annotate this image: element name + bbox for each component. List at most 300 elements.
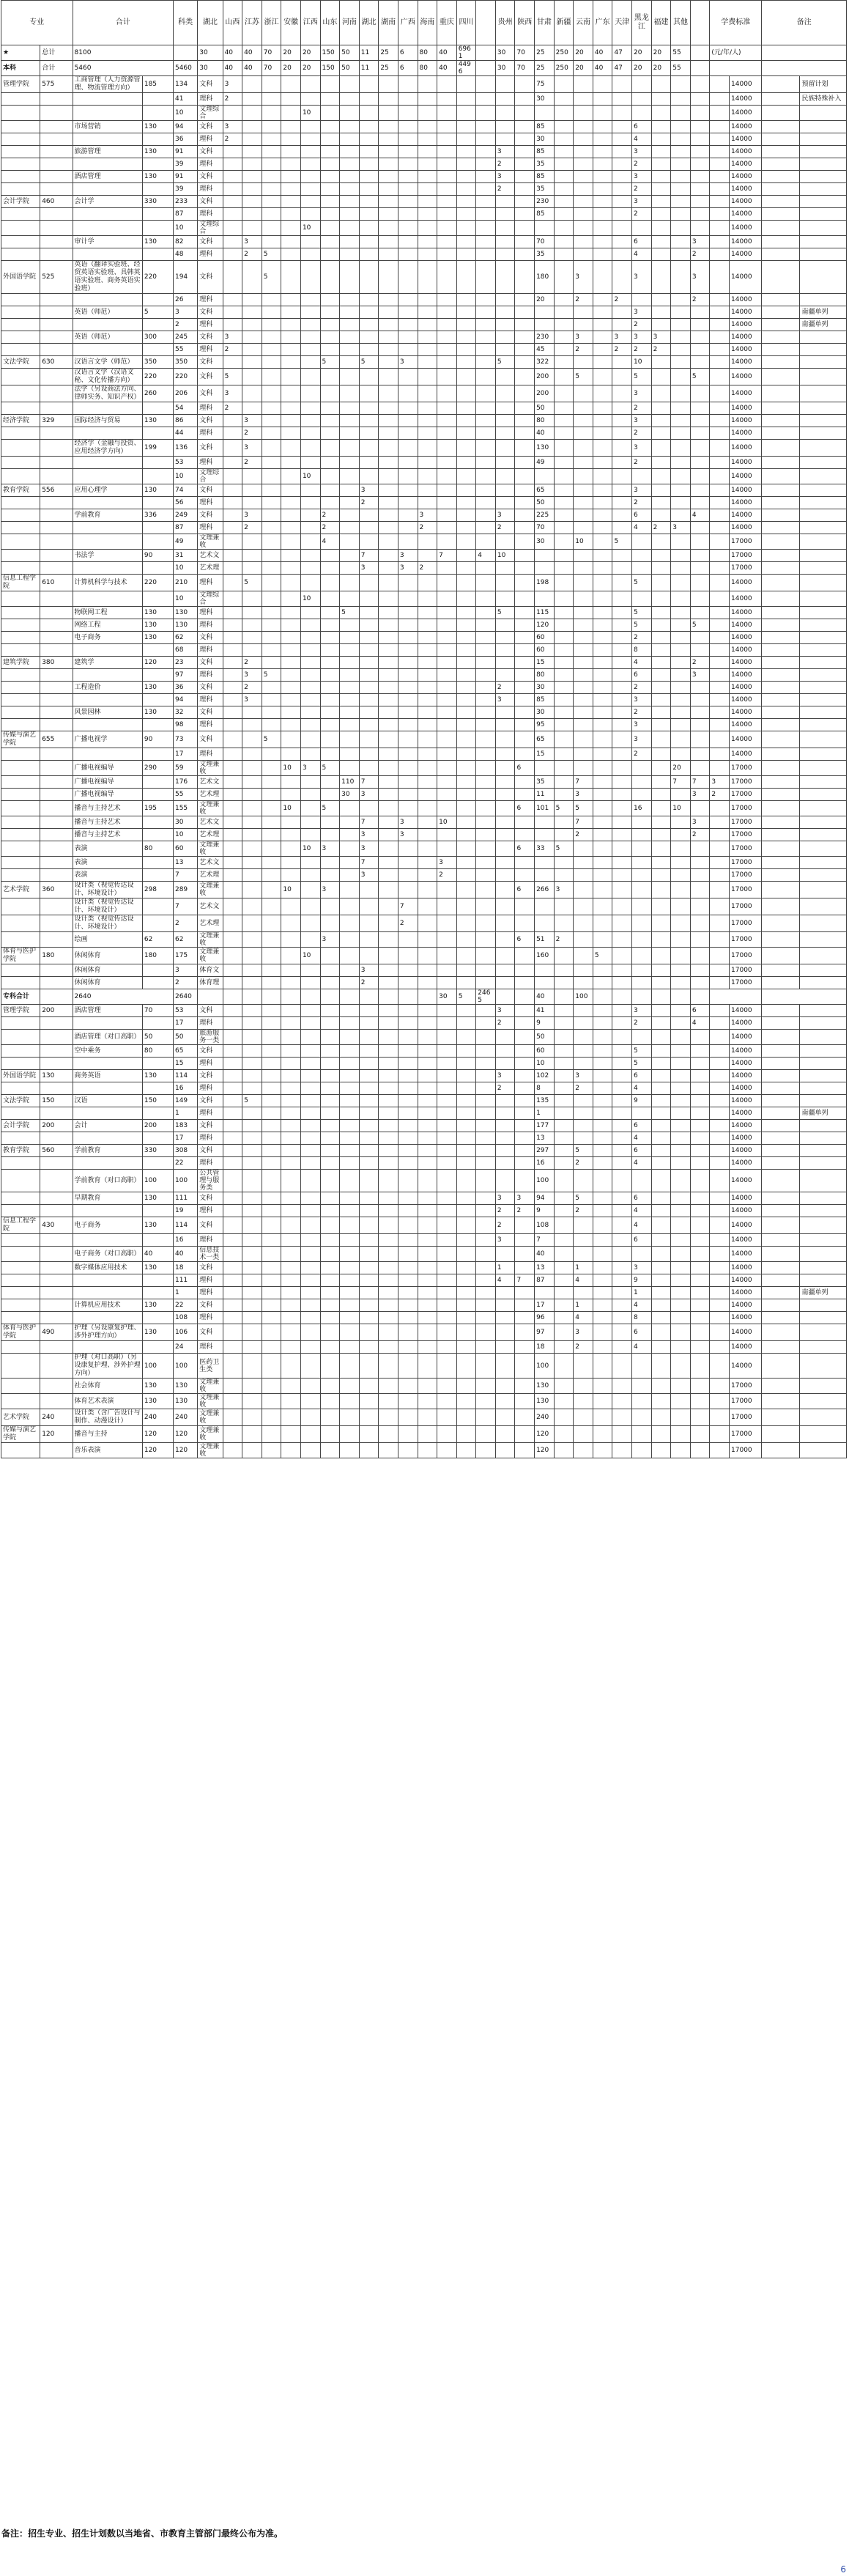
province-quota <box>223 731 242 748</box>
province-quota <box>476 829 496 841</box>
note-cell <box>800 236 847 248</box>
province-quota <box>223 1030 242 1045</box>
summary-quota: 6 <box>398 45 418 61</box>
province-quota <box>437 484 457 497</box>
province-quota <box>300 657 320 669</box>
province-quota <box>418 1107 437 1120</box>
province-quota <box>535 964 555 977</box>
track-cell: 文科 <box>198 306 223 319</box>
header-province: 山东 <box>320 1 340 45</box>
summary-quota <box>242 989 262 1005</box>
tuition-cell: 14000 <box>730 469 762 484</box>
major-cell: 播音与主持艺术 <box>73 801 142 816</box>
note-cell <box>800 484 847 497</box>
tuition-cell: 14000 <box>730 1132 762 1145</box>
undergrad-row <box>1 294 847 306</box>
province-quota <box>476 319 496 331</box>
province-quota <box>456 196 476 208</box>
province-quota <box>612 196 632 208</box>
junior-college-row <box>1 1045 847 1058</box>
province-quota <box>359 575 379 591</box>
province-quota <box>671 534 691 550</box>
province-quota <box>456 1205 476 1217</box>
province-quota <box>262 761 281 776</box>
province-quota <box>262 801 281 816</box>
province-quota <box>456 1045 476 1058</box>
tuition-cell: 14000 <box>730 607 762 619</box>
province-quota <box>710 644 730 657</box>
province-quota <box>456 76 476 93</box>
province-quota: 4 <box>632 1217 652 1234</box>
province-quota <box>340 171 360 183</box>
province-quota <box>437 1045 457 1058</box>
province-quota <box>437 221 457 236</box>
tuition-cell: 14000 <box>730 1107 762 1120</box>
summary-quota: 47 <box>612 61 632 76</box>
province-quota <box>554 221 574 236</box>
major-cell <box>73 1274 142 1287</box>
college-count <box>40 1170 73 1192</box>
track-cell: 文理兼收 <box>198 1379 223 1394</box>
summary-quota <box>281 989 301 1005</box>
subtotal-cell: 2 <box>173 319 197 331</box>
track-cell: 理科 <box>198 93 223 106</box>
province-quota <box>340 706 360 719</box>
province-quota <box>223 236 242 248</box>
province-quota: 2 <box>632 632 652 644</box>
province-quota <box>593 331 612 344</box>
blank-cell <box>762 1082 800 1095</box>
province-quota: 60 <box>535 1045 555 1058</box>
province-quota <box>398 1287 418 1299</box>
province-quota <box>418 1379 437 1394</box>
province-quota <box>379 1379 398 1394</box>
province-quota <box>320 977 340 989</box>
province-quota <box>651 294 671 306</box>
province-quota <box>495 1312 515 1324</box>
tuition-cell: 14000 <box>730 1005 762 1017</box>
province-quota <box>554 294 574 306</box>
province-quota <box>495 93 515 106</box>
province-quota <box>262 522 281 534</box>
province-quota <box>671 1443 691 1458</box>
province-quota <box>262 1170 281 1192</box>
province-quota <box>437 748 457 761</box>
province-quota <box>418 415 437 427</box>
province-quota <box>495 669 515 682</box>
province-quota <box>379 776 398 789</box>
undergrad-row <box>1 440 847 457</box>
province-quota <box>593 644 612 657</box>
province-quota <box>379 882 398 898</box>
province-quota: 7 <box>359 776 379 789</box>
province-quota <box>437 294 457 306</box>
province-quota <box>300 427 320 440</box>
province-quota: 2 <box>495 1205 515 1217</box>
province-quota <box>515 898 535 915</box>
province-quota <box>437 427 457 440</box>
junior-college-row <box>1 1379 847 1394</box>
province-quota <box>651 816 671 829</box>
province-quota <box>476 761 496 776</box>
province-quota <box>398 776 418 789</box>
blank-cell <box>762 402 800 415</box>
province-quota <box>612 857 632 869</box>
note-cell <box>800 731 847 748</box>
province-quota <box>671 1005 691 1017</box>
province-quota <box>554 977 574 989</box>
track-cell: 文科 <box>198 632 223 644</box>
province-quota <box>437 1030 457 1045</box>
blank-cell <box>762 1058 800 1070</box>
province-quota <box>437 331 457 344</box>
province-quota <box>262 158 281 171</box>
subtotal-cell: 120 <box>173 1443 197 1458</box>
province-quota: 2 <box>632 427 652 440</box>
province-quota <box>418 619 437 632</box>
province-quota <box>340 1157 360 1170</box>
province-quota <box>223 607 242 619</box>
college-cell: 文法学院 <box>1 1095 40 1107</box>
province-quota <box>476 1070 496 1082</box>
province-quota <box>515 1312 535 1324</box>
province-quota <box>379 133 398 146</box>
blank-cell <box>762 898 800 915</box>
province-quota <box>554 761 574 776</box>
province-quota <box>574 146 593 158</box>
province-quota <box>418 106 437 121</box>
province-quota: 5 <box>632 619 652 632</box>
blank-cell <box>762 1095 800 1107</box>
province-quota <box>710 171 730 183</box>
province-quota: 5 <box>495 607 515 619</box>
province-quota <box>262 440 281 457</box>
province-quota <box>515 948 535 964</box>
major-count: 350 <box>142 356 173 369</box>
undergrad-row <box>1 76 847 93</box>
province-quota <box>495 1132 515 1145</box>
province-quota: 3 <box>574 1324 593 1341</box>
province-quota: 10 <box>300 469 320 484</box>
blank-cell <box>762 562 800 575</box>
province-quota <box>456 1443 476 1458</box>
province-quota <box>574 575 593 591</box>
major-count <box>142 898 173 915</box>
note-cell <box>800 829 847 841</box>
note-cell <box>800 1045 847 1058</box>
track-cell: 理科 <box>198 669 223 682</box>
province-quota <box>515 1234 535 1247</box>
province-quota: 87 <box>535 1274 555 1287</box>
province-quota: 6 <box>632 1145 652 1157</box>
province-quota <box>340 440 360 457</box>
junior-college-row <box>1 1299 847 1312</box>
province-quota <box>262 1005 281 1017</box>
province-quota <box>398 964 418 977</box>
college-cell: 体育与医护学院 <box>1 948 40 964</box>
note-cell <box>800 562 847 575</box>
province-quota <box>320 748 340 761</box>
province-quota <box>612 484 632 497</box>
province-quota <box>690 522 710 534</box>
province-quota <box>281 591 301 607</box>
summary-quota: 80 <box>418 61 437 76</box>
province-quota <box>456 1082 476 1095</box>
province-quota <box>262 1058 281 1070</box>
province-quota <box>379 415 398 427</box>
province-quota <box>242 196 262 208</box>
province-quota <box>612 1082 632 1095</box>
province-quota <box>456 319 476 331</box>
note-cell <box>800 522 847 534</box>
province-quota <box>456 484 476 497</box>
province-quota <box>574 977 593 989</box>
province-quota <box>437 644 457 657</box>
province-quota <box>651 440 671 457</box>
major-cell: 经济学（金融与投资、应用经济学方向） <box>73 440 142 457</box>
province-quota <box>437 534 457 550</box>
province-quota <box>320 1324 340 1341</box>
major-count: 240 <box>142 1409 173 1426</box>
province-quota <box>651 121 671 133</box>
province-quota <box>379 719 398 731</box>
province-quota <box>320 619 340 632</box>
province-quota: 2 <box>495 1217 515 1234</box>
province-quota <box>223 719 242 731</box>
province-quota <box>340 319 360 331</box>
province-quota: 5 <box>690 619 710 632</box>
province-quota <box>476 158 496 171</box>
major-cell: 学前教育（对口高职） <box>73 1170 142 1192</box>
province-quota <box>340 1205 360 1217</box>
province-quota <box>690 632 710 644</box>
province-quota <box>379 1082 398 1095</box>
province-quota <box>690 1426 710 1443</box>
undergrad-row <box>1 427 847 440</box>
note-cell <box>800 415 847 427</box>
header-province: 新疆 <box>554 1 574 45</box>
province-quota <box>398 1030 418 1045</box>
province-quota <box>651 1394 671 1409</box>
province-quota <box>398 789 418 801</box>
province-quota <box>495 427 515 440</box>
note-cell: 民族特殊补入 <box>800 93 847 106</box>
track-cell: 艺术文 <box>198 857 223 869</box>
province-quota: 2 <box>554 932 574 948</box>
province-quota <box>281 106 301 121</box>
province-quota <box>262 748 281 761</box>
province-quota <box>242 146 262 158</box>
header-province: 贵州 <box>495 1 515 45</box>
province-quota <box>418 882 437 898</box>
major-count: 330 <box>142 1145 173 1157</box>
province-quota <box>418 789 437 801</box>
province-quota <box>320 208 340 221</box>
province-quota <box>320 1132 340 1145</box>
province-quota <box>281 1247 301 1262</box>
summary-quota: 40 <box>242 61 262 76</box>
blank-cell <box>762 146 800 158</box>
province-quota: 10 <box>300 106 320 121</box>
province-quota <box>651 748 671 761</box>
blank-cell <box>762 816 800 829</box>
province-quota <box>710 76 730 93</box>
province-quota <box>495 1107 515 1120</box>
subtotal-cell: 17 <box>173 748 197 761</box>
province-quota <box>340 306 360 319</box>
province-quota: 2 <box>574 1341 593 1354</box>
track-cell: 理科 <box>198 1107 223 1120</box>
province-quota <box>554 457 574 469</box>
province-quota <box>300 1145 320 1157</box>
province-quota <box>671 964 691 977</box>
province-quota: 2 <box>632 208 652 221</box>
province-quota <box>710 575 730 591</box>
province-quota <box>710 385 730 402</box>
province-quota: 3 <box>612 331 632 344</box>
province-quota: 6 <box>515 761 535 776</box>
province-quota <box>710 1379 730 1394</box>
summary-quota <box>418 989 437 1005</box>
college-count <box>40 694 73 706</box>
major-cell: 物联网工程 <box>73 607 142 619</box>
summary-quota <box>632 989 652 1005</box>
province-quota <box>612 1287 632 1299</box>
province-quota <box>340 1379 360 1394</box>
province-quota <box>651 146 671 158</box>
province-quota <box>632 76 652 93</box>
province-quota: 2 <box>690 294 710 306</box>
province-quota <box>651 1120 671 1132</box>
province-quota <box>223 534 242 550</box>
province-quota <box>262 869 281 882</box>
province-quota <box>574 427 593 440</box>
province-quota <box>398 158 418 171</box>
province-quota <box>242 857 262 869</box>
province-quota <box>437 619 457 632</box>
junior-college-row <box>1 1157 847 1170</box>
province-quota <box>593 133 612 146</box>
province-quota <box>515 440 535 457</box>
subtotal-cell: 87 <box>173 208 197 221</box>
province-quota <box>710 1005 730 1017</box>
province-quota <box>379 294 398 306</box>
province-quota <box>320 1095 340 1107</box>
province-quota <box>651 1274 671 1287</box>
province-quota <box>554 1262 574 1274</box>
province-quota <box>320 1030 340 1045</box>
province-quota <box>437 106 457 121</box>
province-quota: 65 <box>535 731 555 748</box>
province-quota <box>456 869 476 882</box>
province-quota: 60 <box>535 644 555 657</box>
province-quota <box>710 829 730 841</box>
note-cell <box>800 575 847 591</box>
province-quota <box>359 1247 379 1262</box>
province-quota <box>651 369 671 385</box>
province-quota <box>418 694 437 706</box>
province-quota: 3 <box>242 236 262 248</box>
province-quota <box>320 1379 340 1394</box>
summary-quota: 30 <box>198 61 223 76</box>
blank-cell <box>762 1379 800 1394</box>
province-quota <box>495 440 515 457</box>
college-cell: 信息工程学院 <box>1 575 40 591</box>
track-cell: 艺术理 <box>198 562 223 575</box>
note-cell <box>800 106 847 121</box>
province-quota <box>515 1005 535 1017</box>
province-quota <box>300 869 320 882</box>
province-quota: 3 <box>320 932 340 948</box>
summary-quota: 25 <box>379 61 398 76</box>
province-quota <box>593 776 612 789</box>
province-quota <box>710 719 730 731</box>
province-quota <box>223 882 242 898</box>
province-quota <box>710 898 730 915</box>
major-count <box>142 869 173 882</box>
summary-quota: 40 <box>593 45 612 61</box>
province-quota <box>320 550 340 562</box>
province-quota <box>574 158 593 171</box>
province-quota: 4 <box>632 1132 652 1145</box>
province-quota <box>593 829 612 841</box>
province-quota <box>612 657 632 669</box>
province-quota <box>418 575 437 591</box>
province-quota <box>262 1017 281 1030</box>
province-quota <box>281 694 301 706</box>
province-quota <box>456 1299 476 1312</box>
province-quota <box>398 1157 418 1170</box>
province-quota <box>515 356 535 369</box>
province-quota <box>340 1082 360 1095</box>
subtotal-cell: 59 <box>173 761 197 776</box>
province-quota: 41 <box>535 1005 555 1017</box>
province-quota <box>300 196 320 208</box>
junior-college-row <box>1 1192 847 1205</box>
province-quota: 3 <box>320 841 340 857</box>
province-quota <box>359 183 379 196</box>
blank-cell <box>762 1324 800 1341</box>
province-quota <box>281 841 301 857</box>
province-quota: 7 <box>671 776 691 789</box>
province-quota: 8 <box>632 1312 652 1324</box>
province-quota <box>242 706 262 719</box>
major-count <box>142 344 173 356</box>
province-quota <box>515 1107 535 1120</box>
province-quota <box>320 1426 340 1443</box>
junior-college-row <box>1 1058 847 1070</box>
note-cell <box>800 1324 847 1341</box>
blank-cell <box>762 882 800 898</box>
province-quota <box>651 706 671 719</box>
province-quota <box>456 369 476 385</box>
province-quota <box>554 789 574 801</box>
province-quota <box>242 121 262 133</box>
province-quota <box>300 1262 320 1274</box>
province-quota <box>554 76 574 93</box>
province-quota <box>418 1234 437 1247</box>
summary-quota: 250 <box>554 45 574 61</box>
province-quota <box>632 869 652 882</box>
province-quota <box>456 694 476 706</box>
subtotal-cell: 98 <box>173 719 197 731</box>
province-quota <box>437 509 457 522</box>
track-cell: 文理兼收 <box>198 882 223 898</box>
province-quota <box>379 484 398 497</box>
province-quota <box>495 948 515 964</box>
province-quota <box>262 1070 281 1082</box>
province-quota <box>593 719 612 731</box>
